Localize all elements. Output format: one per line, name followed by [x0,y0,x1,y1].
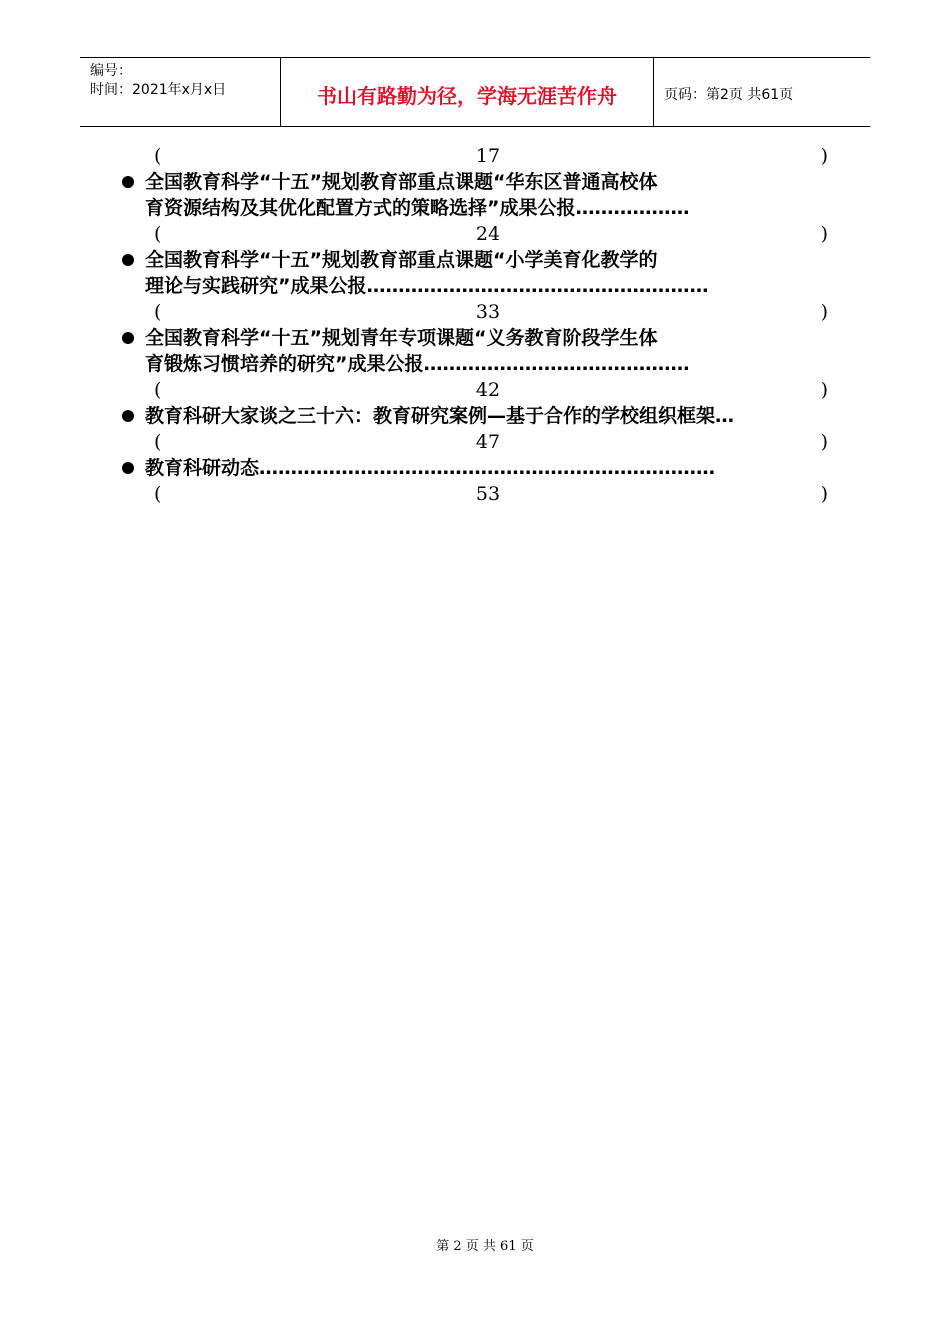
toc-entry[interactable] [118,169,830,247]
close-paren: ) [820,379,828,401]
bullet-icon [122,254,134,266]
page-number: 47 [475,431,501,453]
document-time-label: 时间：2021年x月x日 [90,82,227,98]
close-paren: ) [820,145,828,167]
title-text: 全国教育科学“十五”规划教育部重点课题“小学美育化教学的 [145,249,658,271]
title-text: 教育科研大家谈之三十六：教育研究案例—基于合作的学校组织框架… [145,405,735,427]
open-paren: ( [154,301,162,323]
toc-entry[interactable] [118,247,830,325]
header-motto: 书山有路勤为径，学海无涯苦作舟 [281,58,654,126]
toc-page-number-row [118,377,830,403]
header-meta [80,58,281,126]
toc-entry-title-line [118,273,830,299]
toc-page-number-row [118,429,830,455]
page-number: 33 [475,301,501,323]
toc-page-number-row [118,221,830,247]
title-text: 育锻炼习惯培养的研究”成果公报…………………………………… [145,353,690,375]
title-text: 教育科研动态……………………………………………………………… [145,457,716,479]
page-footer: 第 2 页 共 61 页 [436,1239,534,1254]
toc-entry-title-line [118,325,830,351]
close-paren: ) [820,483,828,505]
toc-page-number-row [118,143,830,169]
open-paren: ( [154,223,162,245]
open-paren: ( [154,483,162,505]
title-text: 理论与实践研究”成果公报……………………………………………… [145,275,709,297]
toc-page-number-row [118,481,830,507]
page-number: 53 [475,483,501,505]
bullet-icon [122,410,134,422]
toc-entry-title-line [118,195,830,221]
page-number: 17 [475,145,501,167]
title-text: 全国教育科学“十五”规划教育部重点课题“华东区普通高校体 [145,171,658,193]
title-text: 育资源结构及其优化配置方式的策略选择”成果公报……………… [145,197,690,219]
document-number-label: 编号： [90,63,132,79]
page-number: 24 [475,223,501,245]
close-paren: ) [820,431,828,453]
open-paren: ( [154,145,162,167]
toc-page-number-row [118,299,830,325]
table-of-contents [118,143,830,507]
page-number: 42 [475,379,501,401]
title-text: 全国教育科学“十五”规划青年专项课题“义务教育阶段学生体 [145,327,658,349]
toc-entry-title-line [118,351,830,377]
toc-entry-title-line [118,403,830,429]
toc-entry[interactable] [118,403,830,455]
close-paren: ) [820,223,828,245]
open-paren: ( [154,431,162,453]
page-header [80,57,870,127]
bullet-icon [122,176,134,188]
bullet-icon [122,462,134,474]
toc-entry[interactable] [118,325,830,403]
open-paren: ( [154,379,162,401]
bullet-icon [122,332,134,344]
toc-entry[interactable] [118,455,830,507]
toc-entry-title-line [118,247,830,273]
header-page-info: 页码：第2页 共61页 [664,87,794,103]
close-paren: ) [820,301,828,323]
toc-entry-title-line [118,169,830,195]
toc-entry-title-line [118,455,830,481]
